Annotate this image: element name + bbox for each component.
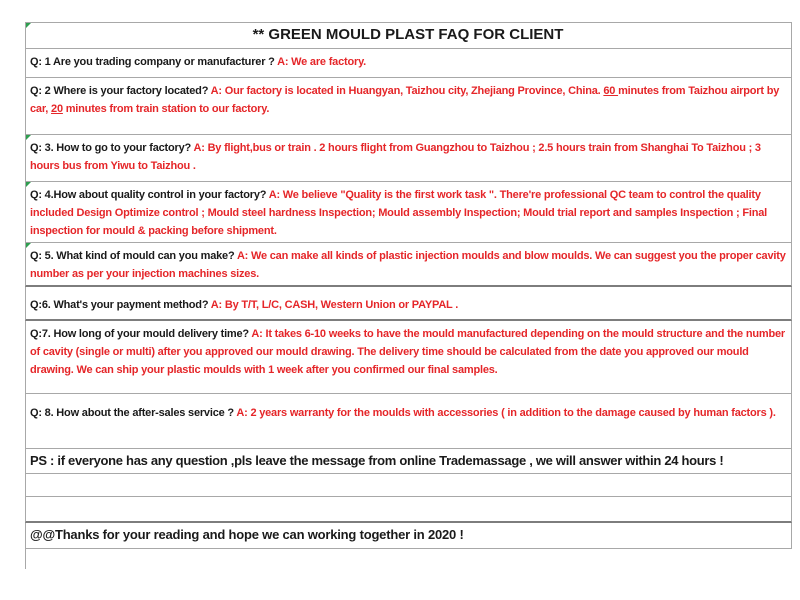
question-text: Q: 1 Are you trading company or manufacturer ? bbox=[30, 56, 278, 68]
ps-note-cell bbox=[25, 449, 792, 474]
answer-text: A: We can make all kinds of plastic injection moulds and blow moulds. We can suggest you the proper cavity number as per your injection machines sizes. bbox=[30, 250, 786, 280]
thanks-text: @@Thanks for your reading and hope we can working together in 2020 ! bbox=[30, 527, 464, 542]
faq-sheet bbox=[25, 22, 792, 569]
answer-text: A: By T/T, L/C, CASH, Western Union or PAYPAL . bbox=[210, 299, 459, 311]
faq-row-q4 bbox=[25, 182, 792, 243]
empty-row-1 bbox=[25, 474, 792, 497]
page-title: ** GREEN MOULD PLAST FAQ FOR CLIENT bbox=[252, 26, 564, 43]
cell-error-marker-icon bbox=[26, 135, 31, 140]
faq-title-cell bbox=[25, 23, 792, 49]
question-text: Q: 5. What kind of mould can you make? bbox=[30, 250, 237, 262]
cell-error-marker-icon bbox=[26, 182, 31, 187]
faq-row-q7 bbox=[25, 321, 792, 394]
faq-row-q8 bbox=[25, 394, 792, 449]
answer-text: A: It takes 6-10 weeks to have the mould manufactured depending on the mould structure and the number of cavity (single or multi) after you approved our mould drawing. The delivery time should be calculated from the date you approved our mould drawing. We can ship your plastic moulds with 1 week after you confirmed our final samples. bbox=[30, 328, 785, 376]
underlined-minutes-20: 20 bbox=[51, 103, 63, 115]
answer-text: A: We are factory. bbox=[277, 56, 367, 68]
faq-row-q3 bbox=[25, 135, 792, 182]
faq-row-q5 bbox=[25, 243, 792, 287]
answer-text: A: Our factory is located in Huangyan, Taizhou city, Zhejiang Province, China. 60 minutes from Taizhou airport by car, 20 minutes from train station to our factory. bbox=[30, 85, 780, 115]
partial-empty-row bbox=[25, 549, 792, 569]
question-text: Q: 3. How to go to your factory? bbox=[30, 142, 194, 154]
underlined-minutes-60: 60 bbox=[603, 85, 619, 97]
empty-row-2 bbox=[25, 497, 792, 523]
faq-row-q1 bbox=[25, 49, 792, 78]
question-text: Q:6. What's your payment method? bbox=[30, 299, 211, 311]
ps-note-text: PS : if everyone has any question ,pls leave the message from online Trademassage , we will answer within 24 hours ! bbox=[30, 453, 724, 468]
thanks-cell bbox=[25, 523, 792, 549]
faq-row-q2 bbox=[25, 78, 792, 135]
question-text: Q: 2 Where is your factory located? bbox=[30, 85, 211, 97]
answer-text: A: We believe "Quality is the first work task ". There're professional QC team to control the quality included Design Optimize control ; Mould steel hardness Inspection; Mould assembly Inspection; Mould trial report and samples Inspection ; Final inspection for mould & packing before shipment. bbox=[30, 189, 768, 237]
cell-error-marker-icon bbox=[26, 23, 31, 28]
answer-text: A: 2 years warranty for the moulds with accessories ( in addition to the damage caused by human factors ). bbox=[236, 407, 776, 419]
cell-error-marker-icon bbox=[26, 243, 31, 248]
answer-text: A: By flight,bus or train . 2 hours flight from Guangzhou to Taizhou ; 2.5 hours train from Shanghai To Taizhou ; 3 hours bus from Yiwu to Taizhou . bbox=[30, 142, 761, 172]
question-text: Q: 8. How about the after-sales service ? bbox=[30, 407, 237, 419]
question-text: Q:7. How long of your mould delivery time? bbox=[30, 328, 252, 340]
faq-row-q6 bbox=[25, 287, 792, 321]
question-text: Q: 4.How about quality control in your factory? bbox=[30, 189, 269, 201]
